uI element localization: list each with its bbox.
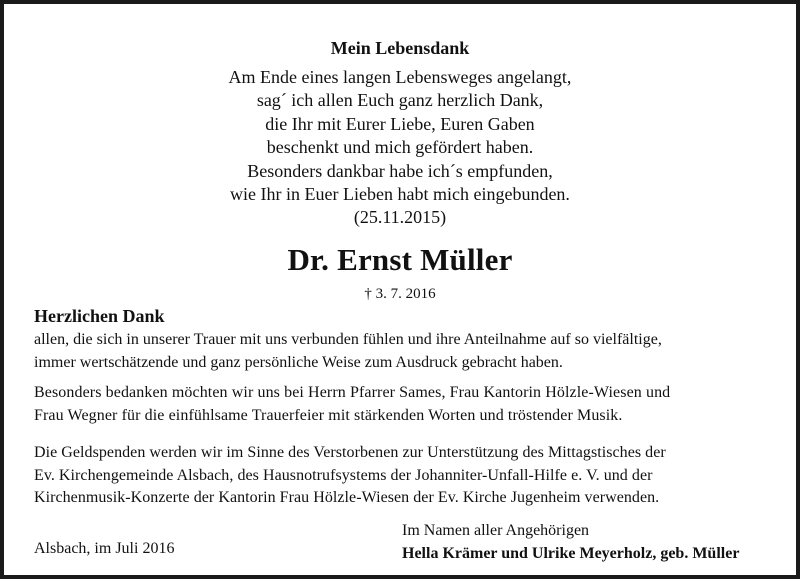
paragraph-line: Kirchenmusik-Konzerte der Kantorin Frau Hölzle-Wiesen der Ev. Kirche Jugenheim verwenden. — [34, 489, 660, 506]
poem — [4, 66, 796, 230]
paragraph-line: Die Geldspenden werden wir im Sinne des Verstorbenen zur Unterstützung des Mittagstisches der — [34, 444, 666, 461]
poem-line: wie Ihr in Euer Lieben habt mich eingebunden. — [230, 184, 570, 205]
paragraph-line: allen, die sich in unserer Trauer mit uns verbunden fühlen und ihre Anteilnahme auf so vielfältige, — [34, 331, 662, 348]
poem-date: (25.11.2015) — [353, 207, 447, 228]
poem-line: Besonders dankbar habe ich´s empfunden, — [247, 160, 553, 181]
poem-line: Am Ende eines langen Lebensweges angelangt, — [228, 67, 572, 87]
special-thanks-paragraph — [34, 382, 774, 427]
poem-line: die Ihr mit Eurer Liebe, Euren Gaben — [265, 113, 535, 134]
death-date: † 3. 7. 2016 — [364, 286, 436, 302]
paragraph-line: immer wertschätzende und ganz persönliche Weise zum Ausdruck gebracht haben. — [34, 353, 563, 371]
deceased-name: Dr. Ernst Müller — [287, 242, 513, 277]
signature-intro: Im Namen aller Angehörigen — [402, 522, 590, 539]
donations-paragraph — [34, 442, 774, 510]
notice-heading: Mein Lebensdank — [330, 38, 470, 58]
thanks-heading: Herzlichen Dank — [34, 306, 165, 326]
poem-line: sag´ ich allen Euch ganz herzlich Dank, — [256, 90, 544, 111]
paragraph-line: Besonders bedanken möchten wir uns bei Herrn Pfarrer Sames, Frau Kantorin Hölzle-Wiesen und — [34, 384, 671, 401]
paragraph-line: Ev. Kirchengemeinde Alsbach, des Hausnotrufsystems der Johanniter-Unfall-Hilfe e. V. und der — [34, 466, 653, 484]
poem-line: beschenkt und mich gefördert haben. — [266, 137, 534, 158]
signature-names: Hella Krämer und Ulrike Meyerholz, geb. Müller — [402, 544, 740, 562]
signature-block — [402, 520, 739, 565]
paragraph-line: Frau Wegner für die einfühlsame Trauerfeier mit stärkenden Worten und tröstender Musik. — [34, 406, 623, 424]
thanks-paragraph — [34, 329, 774, 374]
place-date: Alsbach, im Juli 2016 — [34, 540, 175, 557]
